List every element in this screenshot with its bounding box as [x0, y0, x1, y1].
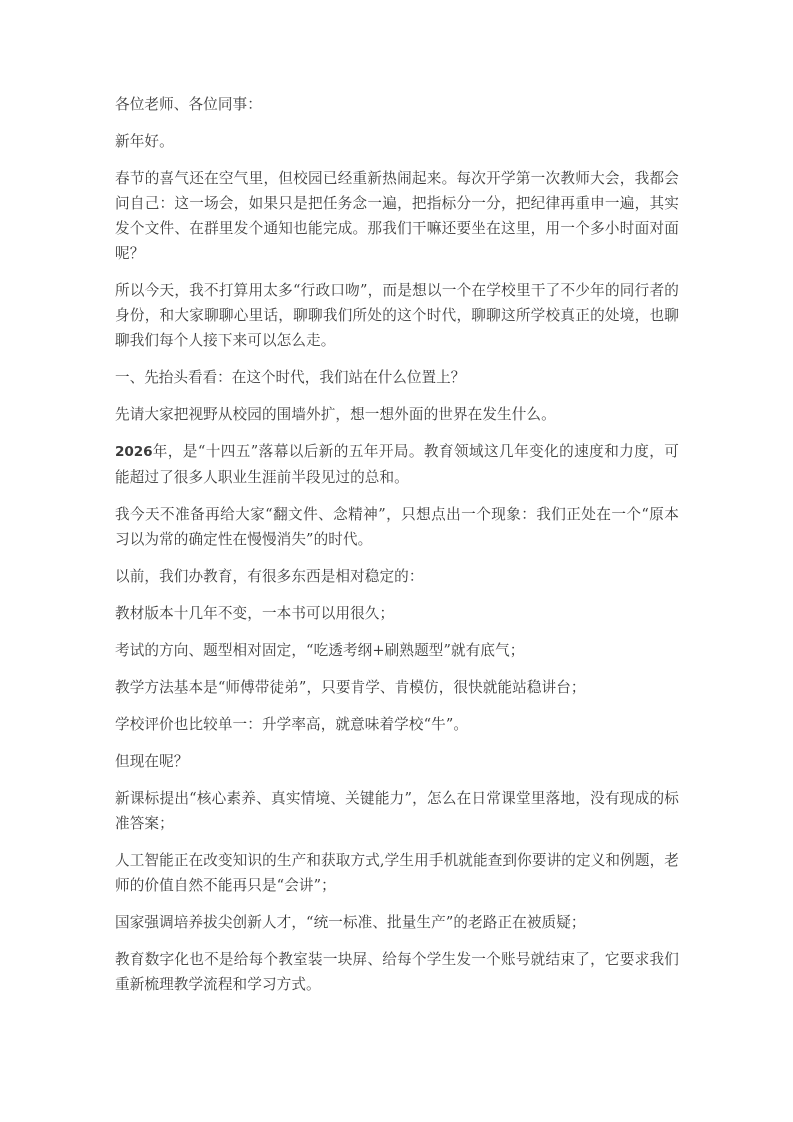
paragraph-now-item-curriculum: 新课标提出“核心素养、真实情境、关键能力”，怎么在日常课堂里落地，没有现成的标准答案； [115, 790, 679, 832]
paragraph-past-item-textbook: 教材版本十几年不变，一本书可以用很久； [115, 605, 395, 622]
document-body [115, 92, 679, 997]
year-number: 2026 [115, 444, 153, 460]
paragraph-salutation: 各位老师、各位同事： [115, 96, 262, 113]
paragraph-past-item-exam: 考试的方向、题型相对固定，“吃透考纲+刷熟题型”就有底气； [115, 642, 525, 659]
paragraph-widen-view: 先请大家把视野从校园的围墙外扩，想一想外面的世界在发生什么。 [115, 406, 556, 423]
paragraph-past-intro: 以前，我们办教育，有很多东西是相对稳定的： [115, 568, 424, 585]
paragraph-year-2026-text: 年，是“十四五”落幕以后新的五年开局。教育领域这几年变化的速度和力度，可能超过了很多人职业生涯前半段见过的总和。 [115, 443, 679, 486]
paragraph-year-2026 [115, 439, 679, 490]
paragraph-phenomenon: 我今天不准备再给大家“翻文件、念精神”，只想点出一个现象：我们正处在一个“原本习以为常的确定性在慢慢消失”的时代。 [115, 506, 679, 548]
paragraph-now-item-digital: 教育数字化也不是给每个教室装一块屏、给每个学生发一个账号就结束了，它要求我们重新梳理教学流程和学习方式。 [115, 951, 679, 993]
paragraph-now-item-ai: 人工智能正在改变知识的生产和获取方式,学生用手机就能查到你要讲的定义和例题，老师的价值自然不能再只是“会讲”； [115, 852, 679, 894]
paragraph-but-now: 但现在呢？ [115, 753, 189, 770]
section-heading-one: 一、先抬头看看：在这个时代，我们站在什么位置上？ [115, 369, 466, 386]
paragraph-now-item-talent: 国家强调培养拔尖创新人才，“统一标准、批量生产”的老路正在被质疑； [115, 914, 586, 931]
paragraph-purpose: 所以今天，我不打算用太多“行政口吻”，而是想以一个在学校里干了不少年的同行者的身份，和大家聊聊心里话，聊聊我们所处的这个时代，聊聊这所学校真正的处境，也聊聊我们每个人接下来可以怎么走。 [115, 282, 679, 349]
paragraph-opening: 春节的喜气还在空气里，但校园已经重新热闹起来。每次开学第一次教师大会，我都会问自己：这一场会，如果只是把任务念一遍，把指标分一分，把纪律再重申一遍，其实发个文件、在群里发个通知也能完成。那我们干嘛还要坐在这里，用一个多小时面对面呢？ [115, 170, 679, 262]
paragraph-greeting: 新年好。 [115, 133, 174, 150]
paragraph-past-item-evaluation: 学校评价也比较单一：升学率高，就意味着学校“牛”。 [115, 716, 469, 733]
paragraph-past-item-teaching: 教学方法基本是“师傅带徒弟”，只要肯学、肯模仿，很快就能站稳讲台； [115, 679, 586, 696]
